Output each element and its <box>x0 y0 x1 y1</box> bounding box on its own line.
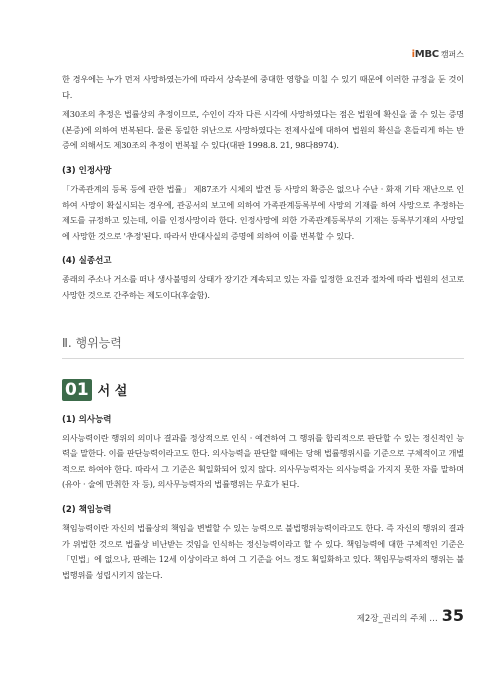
paragraph: 의사능력이란 행위의 의미나 결과를 정상적으로 인식 · 예견하여 그 행위를 합리적으로 판단할 수 있는 정신적인 능력을 말한다. 이를 판단능력이라고도 한다. 의사능력을 판단할 때에는 당해 법률행위시를 기준으로 구체적이고 개별적으로 하여야 한다. 따라서 그 기준은 획일화되어 있지 않다. 의사무능력자는 의사능력을 가지지 못한 자를 말하며(유아 · 술에 만취한 자 등), 의사무능력자의 법률행위는 무효가 된다. <box>62 432 464 490</box>
heading-missing-declaration: (4) 실종선고 <box>62 256 112 267</box>
page-content <box>62 72 464 587</box>
footer-chapter: 제2장_권리의 주체 … <box>356 614 438 624</box>
paragraph: 한 경우에는 누가 먼저 사망하였는가에 따라서 상속분에 중대한 영향을 미칠 수 있기 때문에 이러한 규정을 둔 것이다. <box>62 74 464 100</box>
heading-recognized-death: (3) 인정사망 <box>62 165 112 176</box>
chapter-number: 01 <box>62 379 92 401</box>
brand-logo <box>412 49 464 60</box>
heading-liability-capacity: (2) 책임능력 <box>62 504 112 515</box>
page-number: 35 <box>441 606 464 625</box>
paragraph: 종래의 주소나 거소를 떠나 생사불명의 상태가 장기간 계속되고 있는 자를 일정한 요건과 절차에 따라 법원의 선고로 사망한 것으로 간주하는 제도이다(후술함). <box>62 274 464 300</box>
section-divider <box>62 358 464 359</box>
chapter-title: 서 설 <box>97 384 128 400</box>
section-title: Ⅱ. 행위능력 <box>62 335 122 350</box>
page-footer <box>357 606 464 625</box>
paragraph: 책임능력이란 자신의 법률상의 책임을 변별할 수 있는 능력으로 불법행위능력이라고도 한다. 즉 자신의 행위의 결과가 위법한 것으로 법률상 비난받는 것임을 인식하는 정신능력이라고 할 수 있다. 책임능력에 대한 구체적인 기준은 「민법」에 없으나, 판례는 12세 이상이라고 하여 그 기준을 어느 정도 획일화하고 있다. 책임무능력자의 행위는 불법행위를 성립시키지 않는다. <box>62 522 464 580</box>
paragraph: 제30조의 추정은 법률상의 추정이므로, 수인이 각자 다른 시각에 사망하였다는 점은 법원에 확신을 줄 수 있는 증명(본증)에 의하여 번복된다. 물론 동일한 위난으로 사망하였다는 전제사실에 대하여 법원의 확신을 흔들리게 하는 반증에 의해서도 제30조의 추정이 번복될 수 있다(대판 1998.8. 21, 98다8974). <box>62 109 464 151</box>
logo-mark: iMBC <box>411 49 439 60</box>
logo-sub: 캠퍼스 <box>440 50 464 59</box>
paragraph: 「가족관계의 등록 등에 관한 법률」 제87조가 시체의 발견 등 사망의 확증은 없으나 수난 · 화재 기타 재난으로 인하여 사망이 확실시되는 경우에, 관공서의 보고에 의하여 가족관계등록부에 사망의 기재를 하여 사망으로 추정하는 제도를 규정하고 있는데, 이를 인정사망이라 한다. 인정사망에 의한 가족관계등록부의 기재는 등록부기재의 사망일에 사망한 것으로 '추정'된다. 따라서 반대사실의 증명에 의하여 이를 번복할 수 있다. <box>62 183 464 241</box>
heading-mental-capacity: (1) 의사능력 <box>62 414 112 425</box>
chapter-heading <box>62 379 464 401</box>
